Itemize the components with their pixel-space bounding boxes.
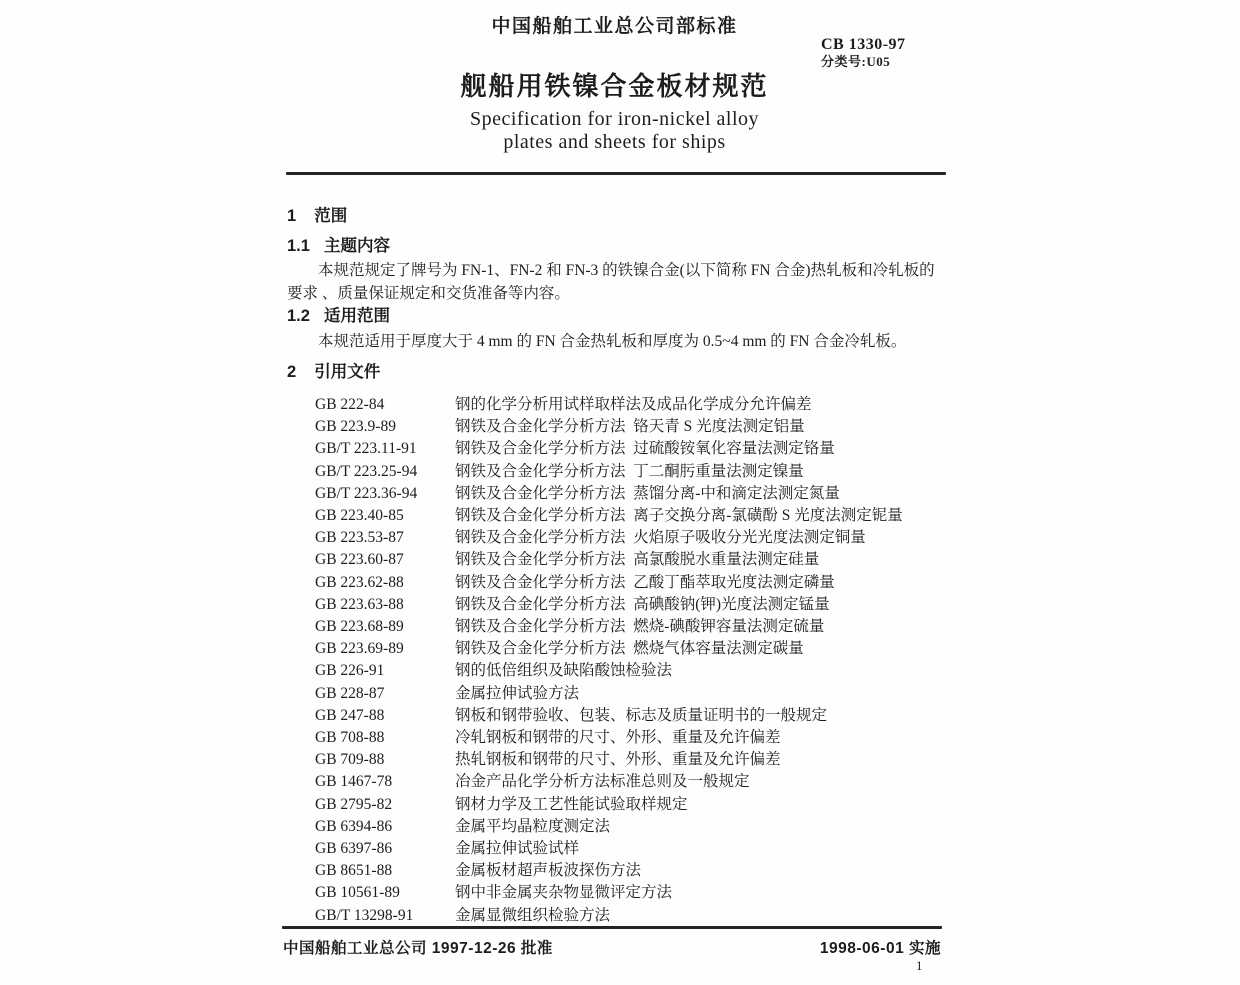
reference-code: GB/T 13298-91 xyxy=(315,906,414,924)
section-2-title: 引用文件 xyxy=(314,363,381,381)
reference-item xyxy=(287,527,943,549)
reference-title: 钢铁及合金化学分析方法 乙酸丁酯萃取光度法测定磷量 xyxy=(455,573,835,591)
reference-item xyxy=(287,816,943,838)
reference-item xyxy=(287,771,943,793)
standard-number-block xyxy=(821,36,906,70)
reference-item xyxy=(287,594,943,616)
reference-title: 钢铁及合金化学分析方法 燃烧气体容量法测定碳量 xyxy=(455,640,804,658)
scope-paragraph-line2: 要求 、质量保证规定和交货准备等内容。 xyxy=(287,285,570,302)
reference-code: GB/T 223.11-91 xyxy=(315,440,417,458)
reference-item xyxy=(287,749,943,771)
reference-item xyxy=(287,794,943,816)
standard-number: CB 1330-97 xyxy=(821,36,906,53)
reference-code: GB 223.62-88 xyxy=(315,573,404,591)
reference-title: 钢的化学分析用试样取样法及成品化学成分允许偏差 xyxy=(455,396,812,413)
reference-code: GB 223.68-89 xyxy=(315,618,404,636)
reference-item xyxy=(287,505,943,527)
reference-code: GB 223.9-89 xyxy=(315,418,396,436)
reference-code: GB 226-91 xyxy=(315,662,385,680)
reference-title: 钢铁及合金化学分析方法 丁二酮肟重量法测定镍量 xyxy=(455,462,804,480)
scope-paragraph-line1: 本规范规定了牌号为 FN-1、FN-2 和 FN-3 的铁镍合金(以下简称 FN 合金)热轧板和冷轧板的 xyxy=(318,262,935,279)
section-1-title: 范围 xyxy=(314,207,348,225)
reference-item xyxy=(287,838,943,860)
reference-code: GB 223.60-87 xyxy=(315,551,404,569)
reference-code: GB 6397-86 xyxy=(315,840,393,858)
section-1-2-heading xyxy=(287,306,943,326)
document-title-cn: 舰船用铁镍合金板材规范 xyxy=(460,71,769,101)
document-body xyxy=(287,196,943,927)
applicability-paragraph: 本规范适用于厚度大于 4 mm 的 FN 合金热轧板和厚度为 0.5~4 mm 的 FN 合金冷轧板。 xyxy=(318,333,907,350)
reference-item xyxy=(287,461,943,483)
reference-code: GB 223.40-85 xyxy=(315,507,404,525)
reference-title: 钢铁及合金化学分析方法 过硫酸铵氧化容量法测定铬量 xyxy=(455,440,835,458)
reference-title: 钢铁及合金化学分析方法 离子交换分离-氯磺酚 S 光度法测定铌量 xyxy=(455,507,903,525)
reference-item xyxy=(287,572,943,594)
title-block xyxy=(287,66,942,154)
reference-list xyxy=(287,394,943,927)
reference-title: 钢材力学及工艺性能试验取样规定 xyxy=(455,795,688,813)
reference-code: GB 709-88 xyxy=(315,751,385,769)
header-rule xyxy=(286,172,946,175)
reference-item xyxy=(287,683,943,705)
reference-code: GB 247-88 xyxy=(315,706,385,724)
approval-note: 中国船舶工业总公司 1997-12-26 批准 xyxy=(283,940,553,957)
reference-code: GB 1467-78 xyxy=(315,773,393,791)
reference-item xyxy=(287,860,943,882)
reference-code: GB 6394-86 xyxy=(315,817,393,835)
reference-code: GB 223.53-87 xyxy=(315,529,404,547)
reference-item xyxy=(287,660,943,682)
reference-title: 钢铁及合金化学分析方法 铬天青 S 光度法测定铝量 xyxy=(455,418,805,436)
reference-title: 金属平均晶粒度测定法 xyxy=(455,817,611,835)
section-2-heading xyxy=(287,362,943,382)
section-1-1-heading xyxy=(287,236,943,256)
reference-title: 钢铁及合金化学分析方法 高氯酸脱水重量法测定硅量 xyxy=(455,551,820,569)
reference-item xyxy=(287,483,943,505)
reference-title: 金属显微组织检验方法 xyxy=(455,906,611,924)
reference-item xyxy=(287,394,943,416)
footer-rule xyxy=(282,926,942,929)
reference-title: 金属拉伸试验试样 xyxy=(455,840,580,858)
implementation-note: 1998-06-01 实施 xyxy=(819,940,941,957)
reference-code: GB 223.69-89 xyxy=(315,640,404,658)
reference-item xyxy=(287,549,943,571)
section-1-1-title: 主题内容 xyxy=(323,237,390,255)
reference-title: 钢中非金属夹杂物显微评定方法 xyxy=(455,884,673,902)
reference-code: GB 2795-82 xyxy=(315,795,393,813)
reference-code: GB 708-88 xyxy=(315,729,385,747)
reference-code: GB/T 223.25-94 xyxy=(315,462,418,480)
reference-title: 钢铁及合金化学分析方法 火焰原子吸收分光光度法测定铜量 xyxy=(455,529,866,547)
reference-item xyxy=(287,727,943,749)
reference-item xyxy=(287,905,943,927)
reference-item xyxy=(287,438,943,460)
reference-code: GB 10561-89 xyxy=(315,884,400,902)
reference-code: GB 8651-88 xyxy=(315,862,393,880)
reference-code: GB 228-87 xyxy=(315,684,385,702)
reference-title: 钢板和钢带验收、包装、标志及质量证明书的一般规定 xyxy=(455,706,828,724)
reference-title: 钢铁及合金化学分析方法 蒸馏分离-中和滴定法测定氮量 xyxy=(455,484,840,502)
document-title-en-line1: Specification for iron-nickel alloy xyxy=(469,108,760,130)
section-1-2-number: 1.2 xyxy=(287,307,310,325)
reference-title: 冶金产品化学分析方法标准总则及一般规定 xyxy=(455,773,750,791)
section-1-1-number: 1.1 xyxy=(287,237,310,255)
section-1-number: 1 xyxy=(287,207,297,225)
section-2-number: 2 xyxy=(287,363,297,381)
reference-item xyxy=(287,882,943,904)
reference-title: 冷轧钢板和钢带的尺寸、外形、重量及允许偏差 xyxy=(455,729,781,747)
reference-item xyxy=(287,638,943,660)
reference-title: 金属板材超声板波探伤方法 xyxy=(455,862,642,880)
page-number: 1 xyxy=(916,958,923,973)
standard-org-label: 中国船舶工业总公司部标准 xyxy=(491,16,738,37)
reference-item xyxy=(287,416,943,438)
classification-number: 分类号:U05 xyxy=(821,54,891,69)
reference-title: 钢铁及合金化学分析方法 燃烧-碘酸钾容量法测定硫量 xyxy=(455,618,825,636)
reference-code: GB 222-84 xyxy=(315,396,385,413)
reference-title: 钢铁及合金化学分析方法 高碘酸钠(钾)光度法测定锰量 xyxy=(455,595,830,613)
section-1-2-title: 适用范围 xyxy=(323,307,390,325)
document-title-en-line2: plates and sheets for ships xyxy=(503,131,726,153)
reference-item xyxy=(287,616,943,638)
reference-title: 金属拉伸试验方法 xyxy=(455,684,580,702)
section-1-heading xyxy=(287,206,943,226)
reference-code: GB/T 223.36-94 xyxy=(315,484,418,502)
reference-title: 钢的低倍组织及缺陷酸蚀检验法 xyxy=(455,662,673,680)
reference-item xyxy=(287,705,943,727)
reference-code: GB 223.63-88 xyxy=(315,595,404,613)
footer xyxy=(283,936,941,958)
reference-title: 热轧钢板和钢带的尺寸、外形、重量及允许偏差 xyxy=(455,751,781,769)
